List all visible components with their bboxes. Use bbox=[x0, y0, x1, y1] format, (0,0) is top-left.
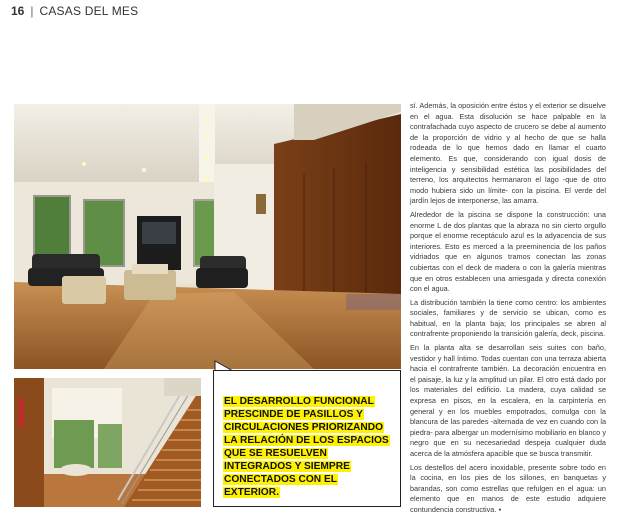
header-separator: | bbox=[30, 4, 34, 18]
article-paragraph: La distribución también la tiene como centro: los ambientes sociales, familiares y de servicio se ubican, como es habitual, en la planta baja; los principales se abren al contrafrente proponiendo la transición galería, deck, piscina. bbox=[410, 297, 606, 339]
section-title: CASAS DEL MES bbox=[39, 4, 139, 18]
article-paragraph: sí. Además, la oposición entre éstos y el exterior se disuelve en el agua. Esta disolución se hace palpable en la contrafachada cuyo aspecto de crucero se debe al aumento de la proporción de vidrio y al hecho de que se halla rodeada de lo que hemos dado en llamar el cuarto elemento. Es que, considerando con igual dosis de inteligencia y sensibilidad estética las posibilidades del terreno, los arquitectos hermanaron el lago -que de otro modo hubiera sido un límite- con la piscina. El verde del jardín lejos de interponerse, las amarra. bbox=[410, 101, 606, 206]
article-paragraph: Alrededor de la piscina se dispone la construcción: una enorme L de dos plantas que la abraza no sin cierto orgullo porque el enorme receptáculo azul es la adyacencia de sus interiores. Esto es merced a la preeminencia de los paños vidriados que en algunos tramos conectan las zonas cubiertas con el deck de madera o con la galería mientras que en otros establecen una arriesgada y directa conexión con el agua. bbox=[410, 209, 606, 294]
end-mark: ▪ bbox=[498, 504, 502, 514]
pull-quote-text: EL DESARROLLO FUNCIONAL PRESCINDE DE PASILLOS Y CIRCULACIONES PRIORIZANDO LA RELACIÓN DE LOS ESPACIOS QUE SE RESUELVEN INTEGRADOS Y SIEMPRE CONECTADOS CON EL EXTERIOR. bbox=[224, 396, 389, 498]
staircase-photo bbox=[14, 378, 201, 507]
living-room-photo bbox=[14, 104, 401, 369]
article-paragraph: Los destellos del acero inoxidable, presente sobre todo en la cocina, en los pies de los sillones, en banquetas y barandas, son como estrellas que refulgen en el agua: un elemento que en manos de este estudio adquiere contundencia constructiva. ▪ bbox=[410, 462, 606, 514]
page-header bbox=[11, 3, 138, 19]
article-body bbox=[410, 101, 606, 519]
page-number: 16 bbox=[11, 4, 25, 18]
pull-quote-box bbox=[213, 370, 401, 507]
article-paragraph: En la planta alta se desarrollan seis suites con baño, vestidor y hall íntimo. Todas cuentan con una terraza abierta hacia el contrafrente también. La decoración encuentra en el paisaje, la luz y la amplitud un pilar. El otro está dado por los materiales del edificio. La madera, cuya calidad se expresa en pisos, en la escalera, en la carpintería en general y en los muebles empotrados, comulga con la blancura de las paredes -alternada de vez en cuando con la piedra- para albergar un modernísimo mobiliario en blanco y negro que en su necesariedad despeja cualquier duda acerca de la atmósfera apacible que se busca transmitir. bbox=[410, 343, 606, 458]
